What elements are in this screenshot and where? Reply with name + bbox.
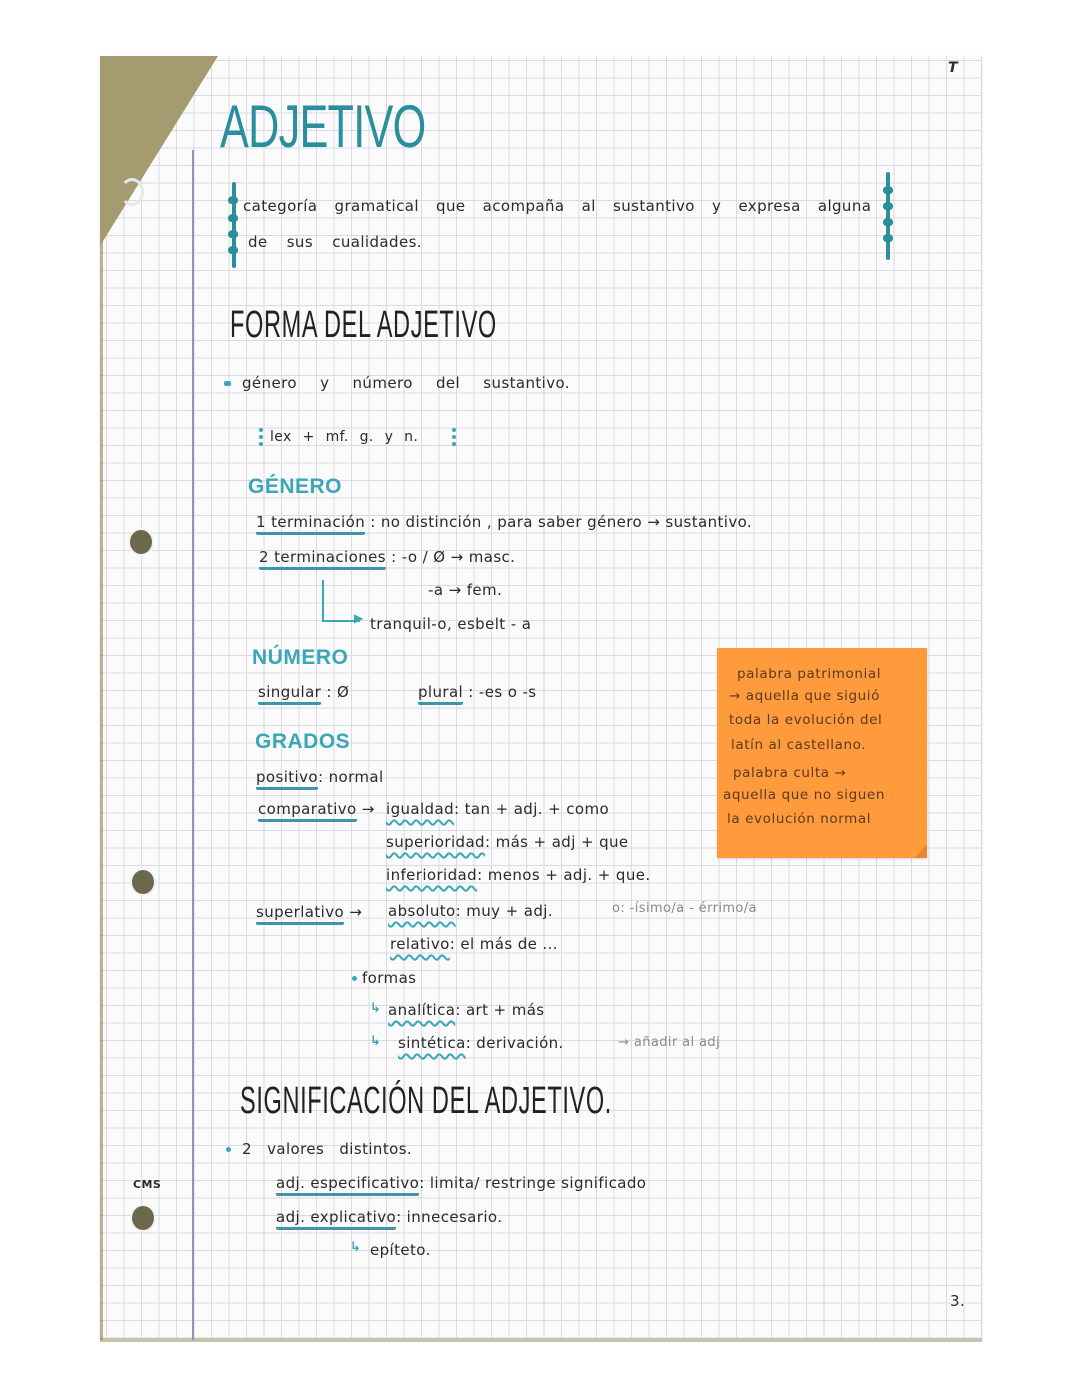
leaf-icon	[228, 214, 238, 222]
singular-value: : Ø	[326, 683, 350, 701]
definition-line-1: categoría gramatical que acompaña al sustantivo y expresa alguna	[243, 197, 872, 215]
section-heading-significacion: SIGNIFICACIÓN DEL ADJETIVO.	[240, 1080, 612, 1122]
analitica-value: : art + más	[455, 1001, 545, 1019]
leaf-icon	[883, 218, 893, 226]
arrow-right-icon: ▶	[354, 611, 364, 625]
significacion-especificativo	[276, 1174, 646, 1192]
explicativo-value: : innecesario.	[396, 1208, 503, 1226]
formas-sintetica	[398, 1034, 564, 1052]
vine-decoration-left	[232, 182, 236, 268]
label-superioridad: superioridad	[386, 833, 485, 851]
dots-decoration	[452, 428, 456, 449]
genero-row-3: -a → fem.	[428, 581, 503, 599]
leaf-icon	[883, 202, 893, 210]
sticky-note	[717, 648, 927, 858]
sintetica-note: → añadir al adj	[618, 1035, 721, 1050]
punch-hole	[132, 870, 154, 894]
dots-decoration	[259, 428, 263, 449]
label-singular: singular	[258, 683, 321, 705]
bullet-icon	[352, 976, 357, 981]
comparativo-igualdad	[386, 800, 609, 818]
especificativo-value: : limita/ restringe significado	[419, 1174, 647, 1192]
genero-row-2	[259, 548, 515, 566]
page-edge	[100, 1338, 982, 1342]
leaf-icon	[883, 234, 893, 242]
curved-arrow-icon: ↳	[350, 1240, 362, 1255]
sticky-line: la evolución normal	[727, 811, 872, 827]
margin-note: CMS	[133, 1178, 162, 1191]
genero-row-1-text: : no distinción , para saber género → sustantivo.	[370, 513, 753, 531]
plural-value: : -es o -s	[468, 683, 537, 701]
bullet-icon	[226, 1147, 231, 1152]
label-igualdad: igualdad	[386, 800, 454, 818]
forma-bullet-text: género y número del sustantivo.	[242, 374, 570, 392]
arrow-icon: →	[361, 800, 375, 818]
label-superlativo: superlativo	[256, 903, 344, 925]
arrow-icon: →	[349, 903, 363, 921]
inferioridad-value: : menos + adj. + que.	[477, 866, 651, 884]
corner-mark: T	[948, 60, 958, 76]
label-comparativo: comparativo	[258, 800, 357, 822]
significacion-bullet-text: 2 valores distintos.	[242, 1140, 413, 1158]
label-2-terminaciones: 2 terminaciones	[259, 548, 386, 570]
label-relativo: relativo	[390, 935, 450, 953]
comparativo-inferioridad	[386, 866, 651, 884]
grados-positivo	[256, 768, 384, 786]
genero-example: tranquil-o, esbelt - a	[370, 615, 532, 633]
punch-hole	[132, 1206, 154, 1230]
label-explicativo: adj. explicativo	[276, 1208, 396, 1230]
label-sintetica: sintética	[398, 1034, 466, 1052]
sticky-line: toda la evolución del	[729, 712, 883, 728]
genero-row-1	[256, 513, 752, 531]
sticky-line: → aquella que siguió	[729, 688, 881, 704]
comparativo-superioridad	[386, 833, 629, 851]
sticky-line: aquella que no siguen	[723, 787, 885, 803]
section-heading-forma: FORMA DEL ADJETIVO	[230, 304, 497, 346]
page-number: 3.	[950, 1292, 966, 1310]
igualdad-value: : tan + adj. + como	[454, 800, 610, 818]
leaf-icon	[228, 246, 238, 254]
genero-row-2-text: : -o / Ø → masc.	[391, 548, 516, 566]
superlativo-absoluto	[388, 902, 553, 920]
punch-hole	[130, 530, 152, 554]
margin-line	[192, 150, 194, 1340]
sticky-line: latín al castellano.	[731, 737, 867, 753]
binder-ring	[120, 178, 144, 206]
subheading-genero: GÉNERO	[248, 475, 343, 498]
label-especificativo: adj. especificativo	[276, 1174, 419, 1196]
absoluto-note: o: -ísimo/a - érrimo/a	[612, 901, 757, 916]
significacion-explicativo	[276, 1208, 502, 1226]
sticky-curl	[915, 844, 927, 858]
superlativo-relativo	[390, 935, 558, 953]
positivo-value: : normal	[317, 768, 384, 786]
grados-comparativo	[258, 800, 375, 818]
numero-row	[258, 683, 349, 701]
page-left-edge	[100, 190, 103, 1340]
folded-corner	[100, 56, 218, 246]
sticky-line: palabra patrimonial	[737, 666, 882, 682]
significacion-epiteto: epíteto.	[370, 1241, 431, 1259]
sintetica-value: : derivación.	[465, 1034, 564, 1052]
bullet-icon	[224, 381, 231, 386]
label-positivo: positivo	[256, 768, 318, 790]
label-1-terminacion: 1 terminación	[256, 513, 365, 535]
curved-arrow-icon: ↳	[370, 1001, 382, 1016]
relativo-value: : el más de ...	[449, 935, 558, 953]
leaf-icon	[228, 230, 238, 238]
label-inferioridad: inferioridad	[386, 866, 478, 884]
definition-line-2: de sus cualidades.	[248, 233, 422, 251]
curved-arrow-icon: ↳	[370, 1034, 382, 1049]
leaf-icon	[883, 186, 893, 194]
numero-plural	[418, 683, 537, 701]
grados-superlativo	[256, 903, 362, 921]
subheading-numero: NÚMERO	[252, 646, 349, 669]
formas-analitica	[388, 1001, 545, 1019]
leaf-icon	[228, 196, 238, 204]
label-absoluto: absoluto	[388, 902, 456, 920]
sticky-line: palabra culta →	[733, 765, 847, 781]
page-title: ADJETIVO	[220, 93, 426, 160]
label-analitica: analítica	[388, 1001, 456, 1019]
formas-label: formas	[362, 969, 417, 987]
absoluto-value: : muy + adj.	[455, 902, 554, 920]
label-plural: plural	[418, 683, 463, 705]
subheading-grados: GRADOS	[255, 730, 351, 753]
superioridad-value: : más + adj + que	[484, 833, 629, 851]
forma-formula: lex + mf. g. y n.	[270, 429, 419, 445]
